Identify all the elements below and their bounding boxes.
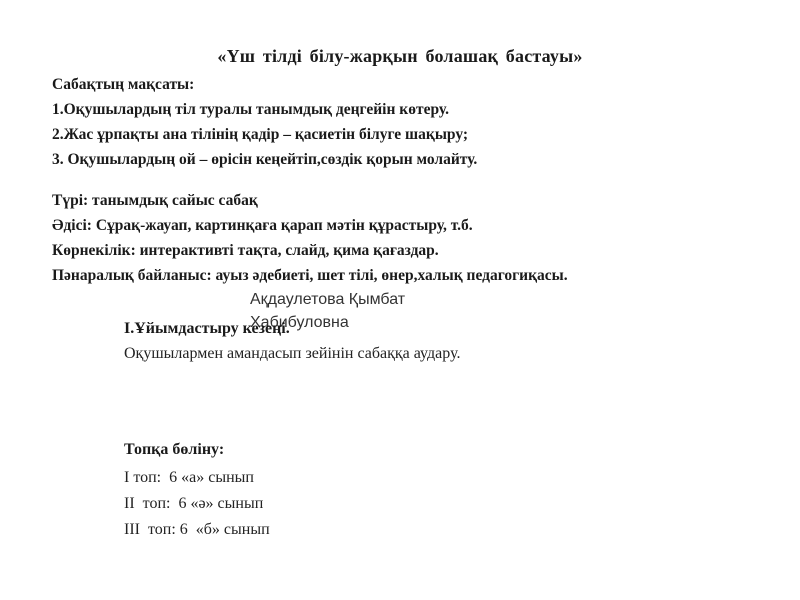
goals-heading: Сабақтың мақсаты: bbox=[52, 76, 195, 93]
groups-list bbox=[124, 465, 270, 543]
lesson-info-block bbox=[52, 72, 772, 288]
lesson-type: Түрі: танымдық сайыс сабақ bbox=[52, 192, 258, 209]
goal-item: 3. Оқушылардың ой – өрісін кеңейтіп,сөздік қорын молайту. bbox=[52, 151, 478, 168]
org-stage-text: Оқушылармен амандасып зейінін сабаққа аудару. bbox=[124, 345, 461, 362]
goal-item: 1.Оқушылардың тіл туралы танымдық деңгейін көтеру. bbox=[52, 101, 449, 118]
org-stage-heading: І.Ұйымдастыру кезеңі. bbox=[124, 320, 290, 337]
author-name-line1: Ақдаулетова Қымбат bbox=[250, 291, 406, 308]
group-item: ІІ топ: 6 «ә» сынып bbox=[124, 495, 264, 512]
group-item: І топ: 6 «а» сынып bbox=[124, 469, 254, 486]
spacer bbox=[52, 172, 772, 188]
author-name bbox=[250, 288, 550, 334]
lesson-method: Әдісі: Сұрақ-жауап, картинқаға қарап мәтін құрастыру, т.б. bbox=[52, 217, 473, 234]
lesson-interdisciplinary: Пәнаралық байланыс: ауыз әдебиеті, шет тілі, өнер,халық педагогиқасы. bbox=[52, 267, 568, 284]
page-title: «Үш тілді білу-жарқын болашақ бастауы» bbox=[217, 46, 583, 66]
author-name-line2: Хабибуловна bbox=[250, 314, 349, 331]
goal-item: 2.Жас ұрпақты ана тілінің қадір – қасиетін білуге шақыру; bbox=[52, 126, 469, 143]
groups-heading: Топқа бөліну: bbox=[124, 441, 225, 458]
group-item: ІІІ топ: 6 «б» сынып bbox=[124, 521, 270, 538]
lesson-visuals: Көрнекілік: интерактивті тақта, слайд, қима қағаздар. bbox=[52, 242, 439, 259]
